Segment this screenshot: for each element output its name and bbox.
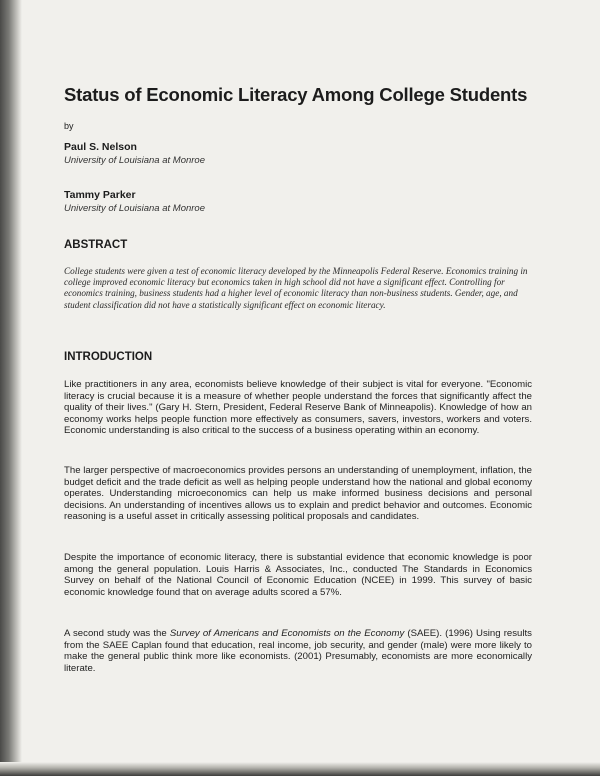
intro-paragraph-4-lead: A second study was the	[64, 628, 170, 639]
author-name-2: Tammy Parker	[64, 189, 136, 201]
intro-paragraph-1: Like practitioners in any area, economists believe knowledge of their subject is vital for everyone. "Economic literacy is crucial because it is a measure of whether people understand the forces that significantly affect the quality of their lives." (Gary H. Stern, President, Federal Reserve Bank of Minneapolis). Knowledge of how an economy works helps people function more effectively as consumers, savers, investors, workers and voters. Economic understanding is also critical to the success of a business operating within an economy.	[64, 379, 532, 436]
intro-paragraph-4-rest: (SAEE). (1996) Using results from the SAEE Caplan found that education, real income, job security, and gender (male) were more likely to make the general public think more like economists. (2001) Presumably, economists are more economically literate.	[64, 628, 532, 674]
introduction-heading: INTRODUCTION	[64, 351, 153, 363]
scan-shadow-bottom	[0, 762, 600, 776]
intro-paragraph-4	[64, 628, 532, 674]
intro-paragraph-3: Despite the importance of economic literacy, there is substantial evidence that economic knowledge is poor among the general population. Louis Harris & Associates, Inc., conducted The Standards in Economics Survey on behalf of the National Council of Economic Education (NCEE) in 1999. This survey of basic economic knowledge found that on average adults scored a 57%.	[64, 552, 532, 598]
survey-title: Survey of Americans and Economists on the Economy	[169, 628, 405, 639]
author-name-1: Paul S. Nelson	[64, 141, 137, 153]
paper-title: Status of Economic Literacy Among College Students	[64, 84, 528, 105]
abstract-text: College students were given a test of economic literacy developed by the Minneapolis Federal Reserve. Economics training in college improved economic literacy but economics taken in high school did not have a significant effect. Controlling for economics training, business students had a higher level of economic literacy than non-business students. Gender, age, and student classification did not have a statistically significant effect on economic literacy.	[64, 266, 528, 310]
byline-label: by	[64, 121, 74, 131]
abstract-heading: ABSTRACT	[64, 239, 128, 251]
author-affiliation-2: University of Louisiana at Monroe	[64, 203, 205, 214]
scan-shadow-left	[0, 0, 22, 776]
intro-paragraph-2: The larger perspective of macroeconomics provides persons an understanding of unemployment, inflation, the budget deficit and the trade deficit as well as helping people understand how the national and global economy operates. Understanding microeconomics can help us make informed business decisions and personal decisions. An understanding of incentives allows us to explain and predict behavior and outcomes. Economic reasoning is a useful asset in critically assessing political proposals and candidates.	[64, 465, 532, 522]
author-affiliation-1: University of Louisiana at Monroe	[64, 155, 205, 166]
